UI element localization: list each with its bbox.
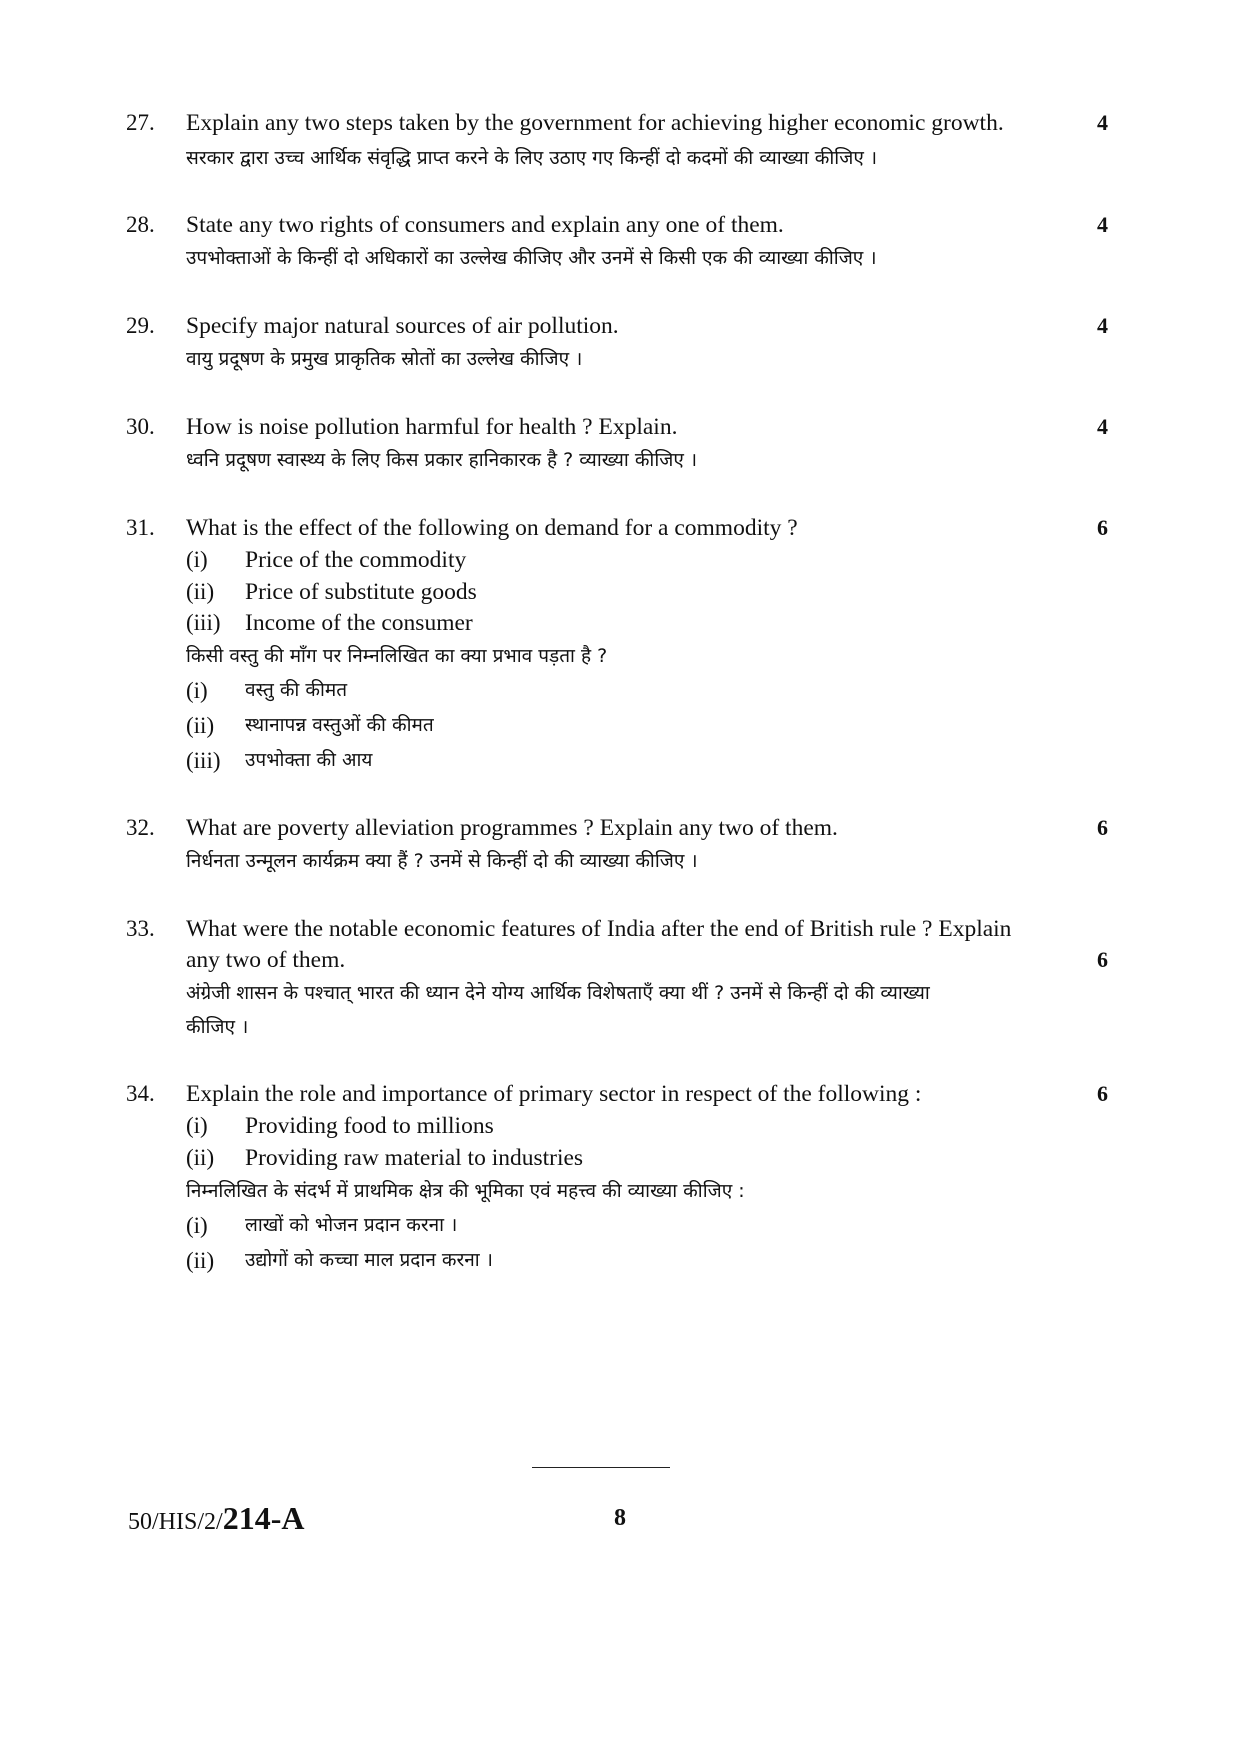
question-text-hindi: निर्धनता उन्मूलन कार्यक्रम क्या हैं ? उनमें से किन्हीं दो की व्याख्या कीजिए । xyxy=(186,850,698,872)
paper-code-prefix: 50/HIS/2/ xyxy=(128,1509,223,1535)
sub-item-number: (ii) xyxy=(186,1248,215,1273)
sub-item-number: (i) xyxy=(186,1213,208,1238)
question-text-hindi: ध्वनि प्रदूषण स्वास्थ्य के लिए किस प्रकार हानिकारक है ? व्याख्या कीजिए । xyxy=(186,449,698,471)
sub-item-text: Price of the commodity xyxy=(245,547,467,573)
question-number: 28. xyxy=(126,212,155,237)
sub-item-number: (i) xyxy=(186,547,208,572)
question-marks: 4 xyxy=(1097,414,1108,439)
sub-item-number: (ii) xyxy=(186,713,215,738)
question-text-hindi: निम्नलिखित के संदर्भ में प्राथमिक क्षेत्र की भूमिका एवं महत्त्व की व्याख्या कीजिए : xyxy=(186,1180,745,1202)
question-text-english: What were the notable economic features of India after the end of British rule ? Explain xyxy=(186,916,1012,942)
question-text-hindi-continued: कीजिए । xyxy=(186,1016,249,1038)
question-number: 30. xyxy=(126,414,155,439)
sub-item-text: Providing raw material to industries xyxy=(245,1145,584,1171)
sub-item-text-hindi: लाखों को भोजन प्रदान करना । xyxy=(245,1214,458,1236)
question-number: 32. xyxy=(126,815,155,840)
question-number: 31. xyxy=(126,515,155,540)
sub-item-number: (i) xyxy=(186,678,208,703)
question-marks: 6 xyxy=(1097,1081,1108,1106)
question-number: 29. xyxy=(126,313,155,338)
sub-item-text-hindi: स्थानापन्न वस्तुओं की कीमत xyxy=(245,714,434,736)
end-of-paper-rule xyxy=(532,1467,670,1468)
paper-code-main: 214-A xyxy=(222,1500,305,1536)
sub-item-text-hindi: वस्तु की कीमत xyxy=(245,679,348,701)
page-number: 8 xyxy=(614,1505,626,1531)
question-text-hindi: किसी वस्तु की माँग पर निम्नलिखित का क्या प्रभाव पड़ता है ? xyxy=(186,645,608,667)
question-text-hindi: सरकार द्वारा उच्च आर्थिक संवृद्धि प्राप्त करने के लिए उठाए गए किन्हीं दो कदमों की व्याख्या कीजिए । xyxy=(186,147,878,169)
sub-item-number: (ii) xyxy=(186,579,215,604)
question-text-english: What are poverty alleviation programmes ? Explain any two of them. xyxy=(186,815,838,841)
question-text-english-continued: any two of them. xyxy=(186,947,346,973)
question-text-english: What is the effect of the following on demand for a commodity ? xyxy=(186,515,798,541)
question-text-hindi: उपभोक्ताओं के किन्हीं दो अधिकारों का उल्लेख कीजिए और उनमें से किसी एक की व्याख्या कीजिए । xyxy=(186,247,877,269)
question-marks: 4 xyxy=(1097,212,1108,237)
sub-item-text-hindi: उद्योगों को कच्चा माल प्रदान करना । xyxy=(245,1249,493,1271)
question-text-english: Explain the role and importance of primary sector in respect of the following : xyxy=(186,1081,922,1107)
question-marks: 4 xyxy=(1097,110,1108,135)
question-text-english: Explain any two steps taken by the government for achieving higher economic growth. xyxy=(186,110,1004,136)
paper-code xyxy=(128,1500,304,1540)
question-text-english: State any two rights of consumers and explain any one of them. xyxy=(186,212,784,238)
sub-item-text-hindi: उपभोक्ता की आय xyxy=(245,749,373,771)
question-text-english: How is noise pollution harmful for health ? Explain. xyxy=(186,414,678,440)
sub-item-text: Income of the consumer xyxy=(245,610,473,636)
question-text-english: Specify major natural sources of air pollution. xyxy=(186,313,619,339)
sub-item-number: (iii) xyxy=(186,748,221,773)
sub-item-number: (i) xyxy=(186,1113,208,1138)
question-number: 27. xyxy=(126,110,155,135)
question-text-hindi: वायु प्रदूषण के प्रमुख प्राकृतिक स्रोतों का उल्लेख कीजिए । xyxy=(186,348,583,370)
sub-item-number: (iii) xyxy=(186,610,221,635)
question-marks: 6 xyxy=(1097,815,1108,840)
sub-item-text: Price of substitute goods xyxy=(245,579,477,605)
sub-item-number: (ii) xyxy=(186,1145,215,1170)
question-number: 33. xyxy=(126,916,155,941)
question-text-hindi: अंग्रेजी शासन के पश्चात् भारत की ध्यान देने योग्य आर्थिक विशेषताएँ क्या थीं ? उनमें से किन्हीं दो की व्याख्या xyxy=(186,982,930,1004)
question-number: 34. xyxy=(126,1081,155,1106)
question-marks: 4 xyxy=(1097,313,1108,338)
question-marks: 6 xyxy=(1097,947,1108,972)
question-marks: 6 xyxy=(1097,515,1108,540)
sub-item-text: Providing food to millions xyxy=(245,1113,494,1139)
